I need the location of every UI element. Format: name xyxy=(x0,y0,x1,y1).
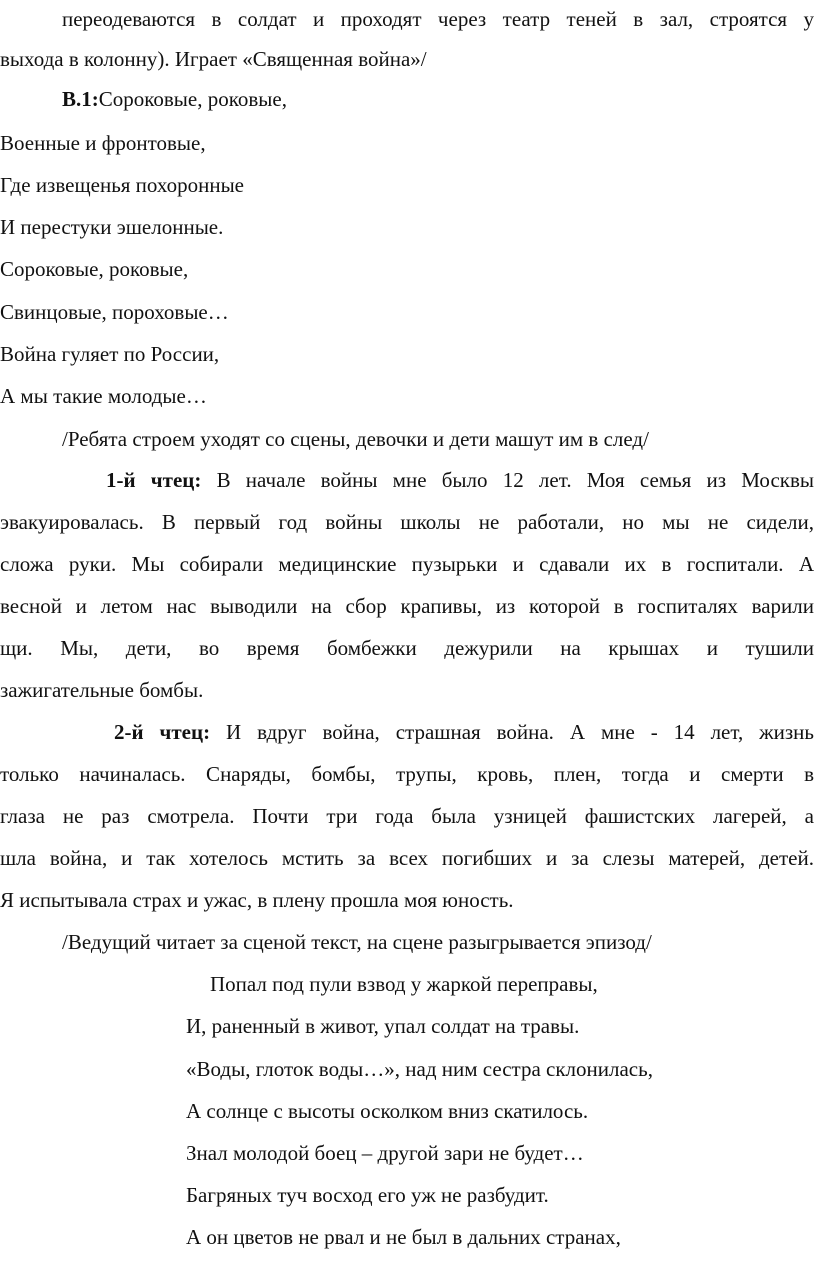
poem-line: Знал молодой боец – другой зари не будет… xyxy=(186,1141,584,1165)
paragraph-line: весной и летом нас выводили на сбор крапивы, из которой в госпиталях варили xyxy=(0,594,814,618)
poem-line: А он цветов не рвал и не был в дальних странах, xyxy=(186,1225,621,1249)
paragraph-line: эвакуировалась. В первый год войны школы не работали, но мы не сидели, xyxy=(0,510,814,534)
verse-line: Свинцовые, пороховые… xyxy=(0,300,229,324)
verse-line: Сороковые, роковые, xyxy=(0,257,189,281)
paragraph-line: В начале войны мне было 12 лет. Моя семья из Москвы xyxy=(216,468,814,492)
paragraph-line: Я испытывала страх и ужас, в плену прошла моя юность. xyxy=(0,888,514,912)
speaker-label: 2-й чтец: xyxy=(114,720,211,744)
reader1-first-line xyxy=(106,465,814,495)
paragraph-line: И вдруг война, страшная война. А мне - 14 лет, жизнь xyxy=(226,720,814,744)
poem-line: Попал под пули взвод у жаркой переправы, xyxy=(210,972,598,996)
stage-direction: /Ведущий читает за сценой текст, на сцене разыгрывается эпизод/ xyxy=(62,930,652,954)
paragraph-line: только начиналась. Снаряды, бомбы, трупы, кровь, плен, тогда и смерти в xyxy=(0,762,814,786)
paragraph-line: щи. Мы, дети, во время бомбежки дежурили на крышах и тушили xyxy=(0,636,814,660)
verse-line: А мы такие молодые… xyxy=(0,384,207,408)
speaker-label: 1-й чтец: xyxy=(106,468,202,492)
poem-line: «Воды, глоток воды…», над ним сестра склонилась, xyxy=(186,1057,653,1081)
speaker-label: В.1: xyxy=(62,87,99,111)
paragraph-line: сложа руки. Мы собирали медицинские пузырьки и сдавали их в госпитали. А xyxy=(0,552,814,576)
verse-line: Военные и фронтовые, xyxy=(0,131,206,155)
reader2-first-line xyxy=(114,717,814,747)
intro-line-2: выхода в колонну). Играет «Священная война»/ xyxy=(0,47,427,71)
intro-line-1: переодеваются в солдат и проходят через театр теней в зал, строятся у xyxy=(62,7,814,31)
verse-line: Война гуляет по России, xyxy=(0,342,220,366)
verse-line: И перестуки эшелонные. xyxy=(0,215,224,239)
verse-line: Где извещенья похоронные xyxy=(0,173,245,197)
poem-line: Багряных туч восход его уж не разбудит. xyxy=(186,1183,549,1207)
verse-line: Сороковые, роковые, xyxy=(98,87,287,111)
paragraph-line: глаза не раз смотрела. Почти три года была узницей фашистских лагерей, а xyxy=(0,804,814,828)
stage-direction: /Ребята строем уходят со сцены, девочки и дети машут им в след/ xyxy=(62,427,649,451)
paragraph-line: шла война, и так хотелось мстить за всех погибших и за слезы матерей, детей. xyxy=(0,846,814,870)
poem-line: И, раненный в живот, упал солдат на травы. xyxy=(186,1014,580,1038)
poem-line: А солнце с высоты осколком вниз скатилось. xyxy=(186,1099,589,1123)
paragraph-line: зажигательные бомбы. xyxy=(0,678,204,702)
verse1-first-line xyxy=(62,84,816,114)
